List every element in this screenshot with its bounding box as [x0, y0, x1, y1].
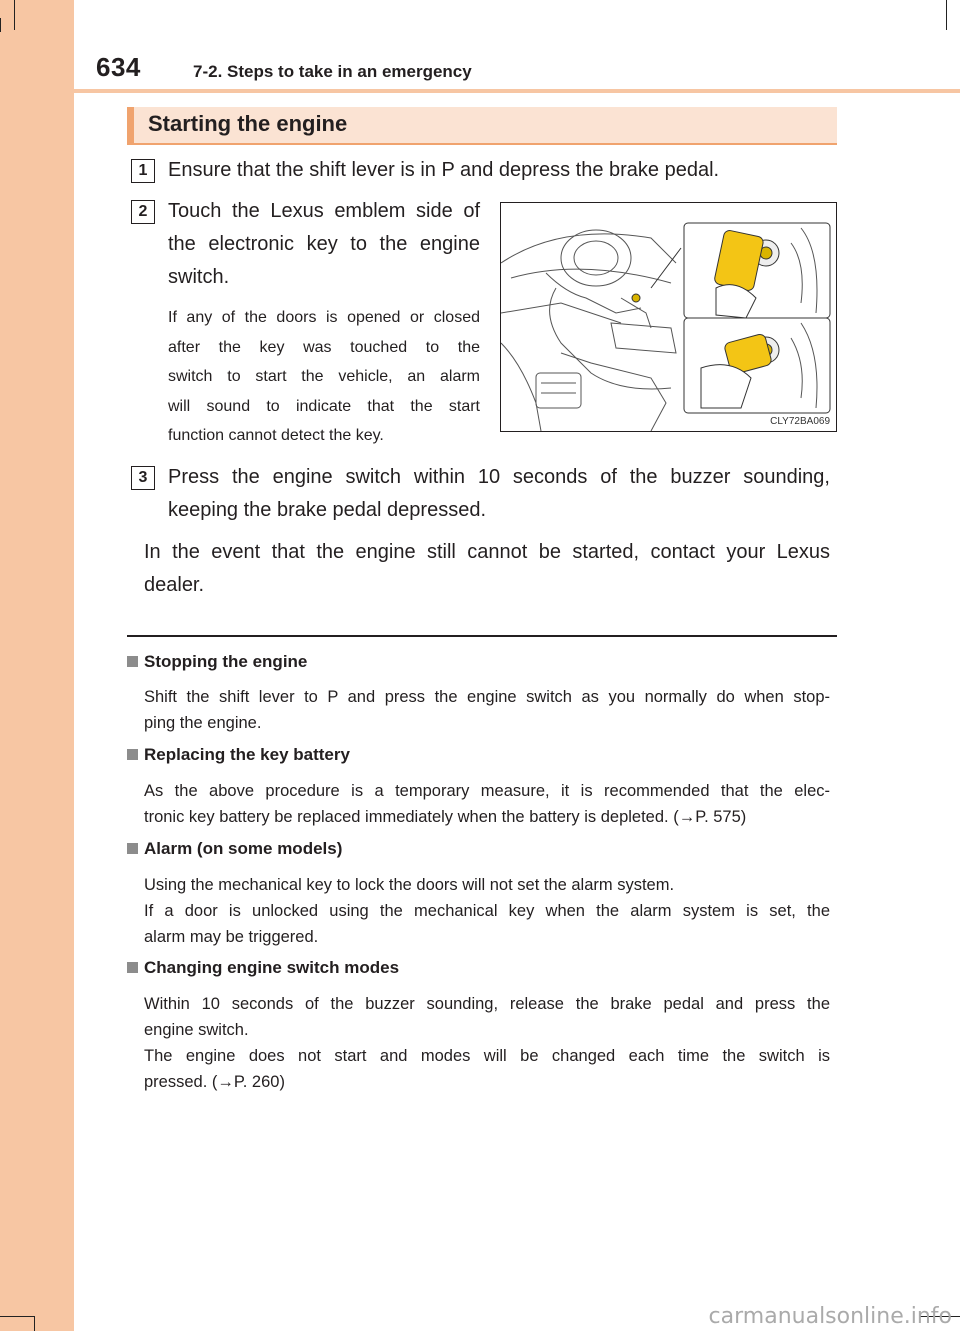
bullet-square-icon: [127, 962, 138, 973]
step-number-3: 3: [131, 466, 155, 490]
step-2-text: [168, 195, 480, 294]
note-line: pressed. (→P. 260): [144, 1073, 285, 1091]
note-body: [144, 872, 830, 950]
step-2-line: Touch the Lexus emblem side of: [168, 200, 480, 222]
note-line: If a door is unlocked using the mechanical key when the alarm system is set, the: [144, 902, 830, 920]
car-interior-drawing: [501, 203, 836, 431]
note-line: engine switch.: [144, 1021, 249, 1039]
crop-mark: [14, 0, 15, 30]
contact-dealer-line: dealer.: [144, 574, 205, 596]
illustration-code: CLY72BA069: [770, 416, 830, 427]
step-2-note-line: If any of the doors is opened or closed: [168, 309, 480, 326]
chapter-side-tab: [0, 0, 74, 1331]
bullet-square-icon: [127, 656, 138, 667]
note-heading: [127, 958, 399, 978]
note-body: [144, 778, 830, 830]
header-rule: [74, 89, 960, 93]
note-line: As the above procedure is a temporary measure, it is recommended that the elec-: [144, 782, 830, 800]
step-2-line: switch.: [168, 266, 230, 288]
crop-mark: [34, 1316, 35, 1331]
note-heading-text: Replacing the key battery: [144, 745, 350, 764]
note-heading: [127, 839, 342, 859]
notes-divider: [127, 635, 837, 637]
note-body: [144, 684, 830, 736]
note-heading-text: Changing engine switch modes: [144, 958, 400, 977]
step-2-line: the electronic key to the engine: [168, 233, 480, 255]
step-2-note-line: will sound to indicate that the start: [168, 397, 480, 415]
note-heading-text: Stopping the engine: [144, 652, 308, 671]
note-line: ping the engine.: [144, 714, 262, 732]
step-2-note-line: after the key was touched to the: [168, 338, 480, 356]
note-line: Shift the shift lever to P and press the engine switch as you normally do when stop-: [144, 688, 830, 706]
crop-mark: [0, 1316, 34, 1317]
step-3-line: keeping the brake pedal depressed.: [168, 499, 487, 521]
step-1-text: Ensure that the shift lever is in P and depress the brake pedal.: [168, 159, 720, 181]
note-heading: [127, 652, 307, 672]
step-2-note-line: switch to start the vehicle, an alarm: [168, 368, 480, 385]
engine-start-illustration: [500, 202, 837, 432]
section-title-bar: [127, 107, 837, 145]
note-heading: [127, 745, 350, 765]
chapter-title: 7-2. Steps to take in an emergency: [193, 62, 472, 81]
section-title: Starting the engine: [148, 111, 348, 136]
note-line: tronic key battery be replaced immediately when the battery is depleted. (→P. 575): [144, 808, 747, 826]
step-2-note: [168, 303, 480, 451]
crop-mark: [946, 0, 947, 30]
step-3-line: Press the engine switch within 10 seconds of the buzzer sounding,: [168, 466, 830, 488]
step-number-2: 2: [131, 200, 155, 224]
note-heading-text: Alarm (on some models): [144, 839, 343, 858]
note-line: Within 10 seconds of the buzzer sounding, release the brake pedal and press the: [144, 995, 830, 1013]
bullet-square-icon: [127, 749, 138, 760]
watermark[interactable]: carmanualsonline.info: [708, 1304, 952, 1329]
note-body: [144, 991, 830, 1095]
step-number-1: 1: [131, 159, 155, 183]
step-2-note-line: function cannot detect the key.: [168, 427, 384, 444]
page-number: 634: [96, 52, 141, 82]
note-line: The engine does not start and modes will be changed each time the switch is: [144, 1047, 830, 1065]
bullet-square-icon: [127, 843, 138, 854]
note-line: Using the mechanical key to lock the doors will not set the alarm system.: [144, 876, 675, 894]
contact-dealer-text: [144, 536, 830, 602]
note-line: alarm may be triggered.: [144, 928, 319, 946]
crop-mark: [0, 18, 1, 32]
step-3-text: [168, 461, 830, 527]
contact-dealer-line: In the event that the engine still cannot be started, contact your Lexus: [144, 541, 830, 563]
